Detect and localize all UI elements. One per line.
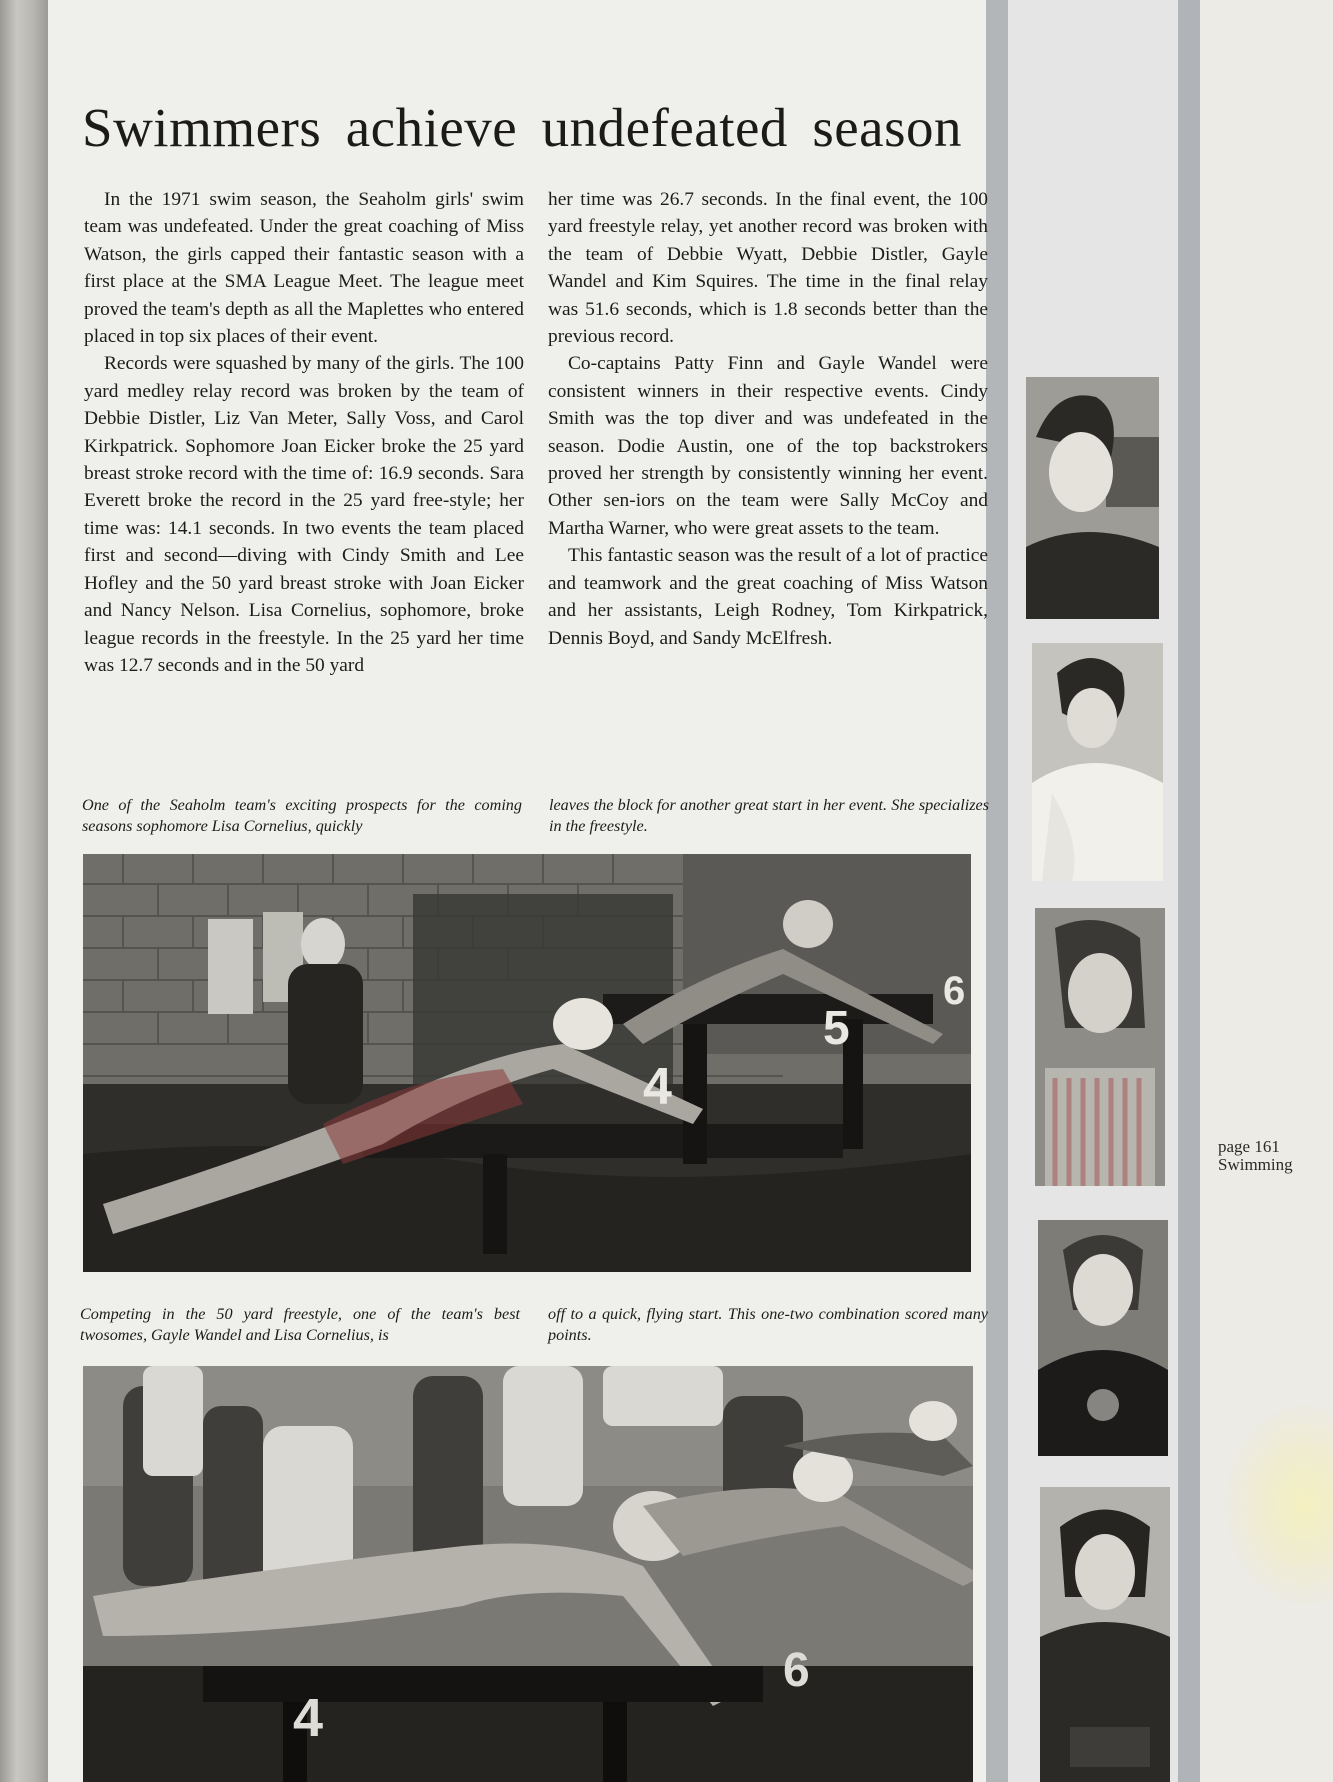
photo1-caption-right: leaves the block for another great start in her event. She specializes in the freestyle. xyxy=(549,796,989,835)
portrait-photo-5 xyxy=(1040,1487,1170,1782)
left-paragraph-1: In the 1971 swim season, the Seaholm girls' swim team was undefeated. Under the great coaching of Miss Watson, the girls capped their fantastic season with a first place at the SMA League Meet. The league meet proved the team's depth as all the Maplettes who entered placed in top six places of their event. xyxy=(84,189,524,348)
bottom-block-number-4: 4 xyxy=(293,1688,324,1748)
photo-flying-start xyxy=(83,1366,973,1782)
portrait-photo-1-image xyxy=(1026,377,1159,619)
block-number-4: 4 xyxy=(643,1058,672,1116)
block-number-6: 6 xyxy=(943,969,966,1013)
portrait-photo-4 xyxy=(1038,1220,1168,1456)
right-paragraph-2: Co-captains Patty Finn and Gayle Wandel were consistent winners in their respective events. Cindy Smith was the top diver and was undefeated in the season. Dodie Austin, one of the top backstrokers proved her strength by consistently winning her event. Other sen-iors on the team were Sally McCoy and Martha Warner, who were great assets to the team. xyxy=(548,353,988,539)
portrait-photo-3-image xyxy=(1035,908,1165,1186)
bottom-block-number-6: 6 xyxy=(783,1644,810,1697)
section-name: Swimming xyxy=(1218,1155,1293,1174)
block-number-5: 5 xyxy=(823,1002,850,1055)
right-paragraph-1: her time was 26.7 seconds. In the final event, the 100 yard freestyle relay, yet another record was broken with the team of Debbie Wyatt, Debbie Distler, Gayle Wandel and Kim Squires. The time in the final relay was 51.6 seconds, which is 1.8 seconds better than the previous record. xyxy=(548,189,988,348)
portrait-photo-1 xyxy=(1026,377,1159,619)
gray-stripe-right xyxy=(1178,0,1200,1782)
portrait-photo-2 xyxy=(1032,643,1163,881)
portrait-photo-5-image xyxy=(1040,1487,1170,1782)
page-folio xyxy=(1218,1138,1328,1174)
photo-flying-start-image xyxy=(83,1366,973,1782)
portrait-photo-4-image xyxy=(1038,1220,1168,1456)
photo2-caption-right: off to a quick, flying start. This one-two combination scored many points. xyxy=(548,1305,988,1344)
photo-dive-start-image xyxy=(83,854,971,1272)
portrait-photo-2-image xyxy=(1032,643,1163,881)
page-binding-edge xyxy=(0,0,48,1782)
portrait-photo-3 xyxy=(1035,908,1165,1186)
photo1-caption-left: One of the Seaholm team's exciting prospects for the coming seasons sophomore Lisa Cornelius, quickly xyxy=(82,796,522,835)
article-column-right xyxy=(548,186,988,652)
article-column-left xyxy=(84,186,524,679)
page-number: page 161 xyxy=(1218,1137,1280,1156)
photo-dive-start xyxy=(83,854,971,1272)
article-title: Swimmers achieve undefeated season xyxy=(82,97,962,158)
left-paragraph-2: Records were squashed by many of the girls. The 100 yard medley relay record was broken by the team of Debbie Distler, Liz Van Meter, Sally Voss, and Carol Kirkpatrick. Sophomore Joan Eicker broke the 25 yard breast stroke record with the time of: 16.9 seconds. Sara Everett broke the record in the 25 yard free-style; her time was: 14.1 seconds. In two events the team placed first and second—diving with Cindy Smith and Lee Hofley and the 50 yard breast stroke with Joan Eicker and Nancy Nelson. Lisa Cornelius, sophomore, broke league records in the freestyle. In the 25 yard her time was 12.7 seconds and in the 50 yard xyxy=(84,353,524,676)
right-paragraph-3: This fantastic season was the result of a lot of practice and teamwork and the great coaching of Miss Watson and her assistants, Leigh Rodney, Tom Kirkpatrick, Dennis Boyd, and Sandy McElfresh. xyxy=(548,545,988,649)
photo2-caption-left: Competing in the 50 yard freestyle, one of the team's best twosomes, Gayle Wandel and Lisa Cornelius, is xyxy=(80,1305,520,1344)
gray-stripe-left xyxy=(986,0,1008,1782)
